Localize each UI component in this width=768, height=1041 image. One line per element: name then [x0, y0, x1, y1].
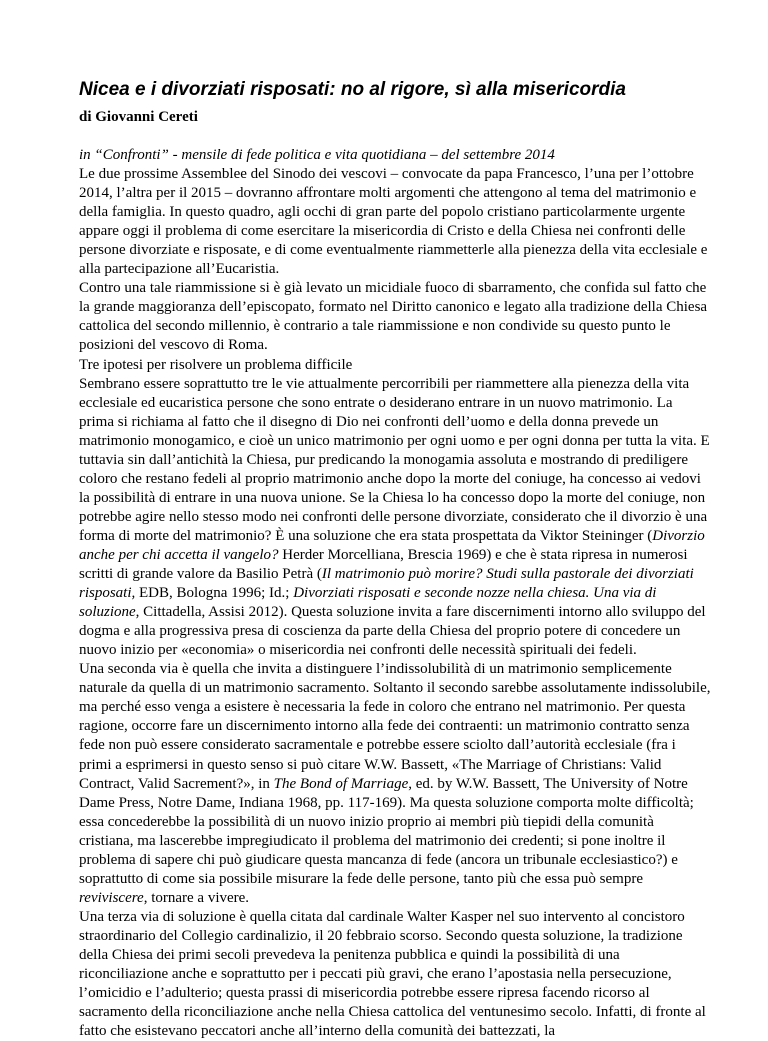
paragraph-4-text-a: Una seconda via è quella che invita a distinguere l’indissolubilità di un matrimonio semplicemente naturale da quella di un matrimonio sacramento. Soltanto il secondo sarebbe assolutamente indissolubile, ma perché esso venga a esistere è necessaria la fede in coloro che entrano nel matrimonio. Per questa ragione, occorre fare un discernimento intorno alla fede dei contraenti: un matrimonio contratto senza fede non può essere considerato sacramentale e potrebbe essere sciolto dall’autorità ecclesiale (fra i primi a esprimersi in questo senso si può citare W.W. Bassett, «The Marriage of Christians: Valid Contract, Valid Sacrement?», in: [79, 661, 711, 792]
source-line: in “Confronti” - mensile di fede politica e vita quotidiana – del settembre 2014: [79, 147, 555, 163]
section-heading: Tre ipotesi per risolvere un problema difficile: [79, 356, 353, 373]
italic-word-reviviscere: reviviscere: [79, 889, 144, 906]
paragraph-3-text-e: EDB, Bologna 1996; Id.;: [135, 585, 294, 602]
paragraph-4-text-e: , tornare a vivere.: [143, 889, 250, 906]
book-title-bassett: The Bond of Marriage: [273, 775, 409, 792]
paragraph-4: [79, 660, 711, 908]
paragraph-3-text-c: Herder Morcelliana, Brescia 1969) e che è stata ripresa in numerosi scritti di grande valore da Basilio Petrà (: [79, 546, 688, 583]
book-title-petra-2: Divorziati risposati e seconde nozze nella chiesa. Una via di soluzione: [79, 585, 657, 621]
paragraph-1: Le due prossime Assemblee del Sinodo dei vescovi – convocate da papa Francesco, l’una per l’ottobre 2014, l’altra per il 2015 – dovranno affrontare molti argomenti che attengono al tema del matrimonio e della famiglia. In questo quadro, agli occhi di gran parte del popolo cristiano particolarmente urgente appare oggi il problema di come esercitare la misericordia di Cristo e della Chiesa nei confronti delle persone divorziate e risposate, e di come eventualmente riammetterle alla pienezza della vita ecclesiale e alla partecipazione all’Eucaristia.: [79, 166, 708, 278]
paragraph-2: Contro una tale riammissione si è già levato un micidiale fuoco di sbarramento, che confida sul fatto che la grande maggioranza dell’episcopato, formato nel Diritto canonico e legato alla tradizione della Chiesa cattolica del secondo millennio, è contrario a tale riammissione e non condivide su questo punto le posizioni del vescovo di Roma.: [79, 280, 708, 354]
paragraph-3: [79, 375, 711, 661]
paragraph-5: Una terza via di soluzione è quella citata dal cardinale Walter Kasper nel suo intervento al concistoro straordinario del Collegio cardinalizio, il 20 febbraio scorso. Secondo questa soluzione, la tradizione della Chiesa dei primi secoli prevedeva la penitenza pubblica e quindi la possibilità di una riconciliazione anche e soprattutto per i peccati più gravi, che erano l’apostasia nella persecuzione, l’omicidio e l’adulterio; questa prassi di misericordia potrebbe essere ripresa facendo ricorso al sacramento della riconciliazione anche nella Chiesa cattolica del ventunesimo secolo. Infatti, di fronte al fatto che esistevano peccatori anche all’interno della comunità dei battezzati, la: [79, 908, 706, 1040]
paragraph-3-text-g: , Cittadella, Assisi 2012). Questa soluzione invita a fare discernimenti intorno allo sviluppo del dogma e alla progressiva presa di coscienza da parte della Chiesa del proprio potere di concedere un nuovo inizio per «economia» o misericordia nei confronti delle necessità spirituali dei fedeli.: [79, 604, 706, 659]
article-body: [79, 146, 711, 1041]
article-title: Nicea e i divorziati risposati: no al rigore, sì alla misericordia: [79, 79, 626, 100]
document-page: [79, 78, 711, 1041]
article-author: di Giovanni Cereti: [79, 109, 198, 125]
paragraph-3-text-a: Sembrano essere soprattutto tre le vie attualmente percorribili per riammettere alla pienezza della vita ecclesiale ed eucaristica persone che sono entrate o desiderano entrare in un nuovo matrimonio. La prima si richiama al fatto che il disegno di Dio nei confronti dell’uomo e della donna prevede un matrimonio monogamico, e cioè un unico matrimonio per ogni uomo e per ogni donna per tutta la vita. E tuttavia sin dall’antichità la Chiesa, pur predicando la monogamia assoluta e mostrando di prediligere coloro che restano fedeli al proprio matrimonio anche dopo la morte del coniuge, ha concesso ai vedovi la possibilità di entrare in una nuova unione. Se la Chiesa lo ha concesso dopo la morte del coniuge, non potrebbe agire nello stesso modo nei confronti delle persone divorziate, considerato che il divorzio è una forma di morte del matrimonio? È una soluzione che era stata prospettata da Viktor Steininger (: [79, 375, 710, 544]
paragraph-4-text-c: , ed. by W.W. Bassett, The University of Notre Dame Press, Notre Dame, Indiana 1968, pp. 117-169). Ma questa soluzione comporta molte difficoltà; essa concederebbe la possibilità di un nuovo inizio proprio ai membri più tiepidi della comunità cristiana, ma lascerebbe impregiudicato il problema del matrimonio dei credenti; si pone inoltre il problema di sapere chi può giudicare questa mancanza di fede (ancora un tribunale ecclesiastico?) e soprattutto di come sia possibile misurare la fede delle persone, tanto più che essa può sempre: [79, 775, 694, 887]
book-title-steininger: Divorzio anche per chi accetta il vangelo?: [79, 527, 705, 563]
book-title-petra-1: Il matrimonio può morire? Studi sulla pastorale dei divorziati risposati,: [79, 566, 694, 602]
